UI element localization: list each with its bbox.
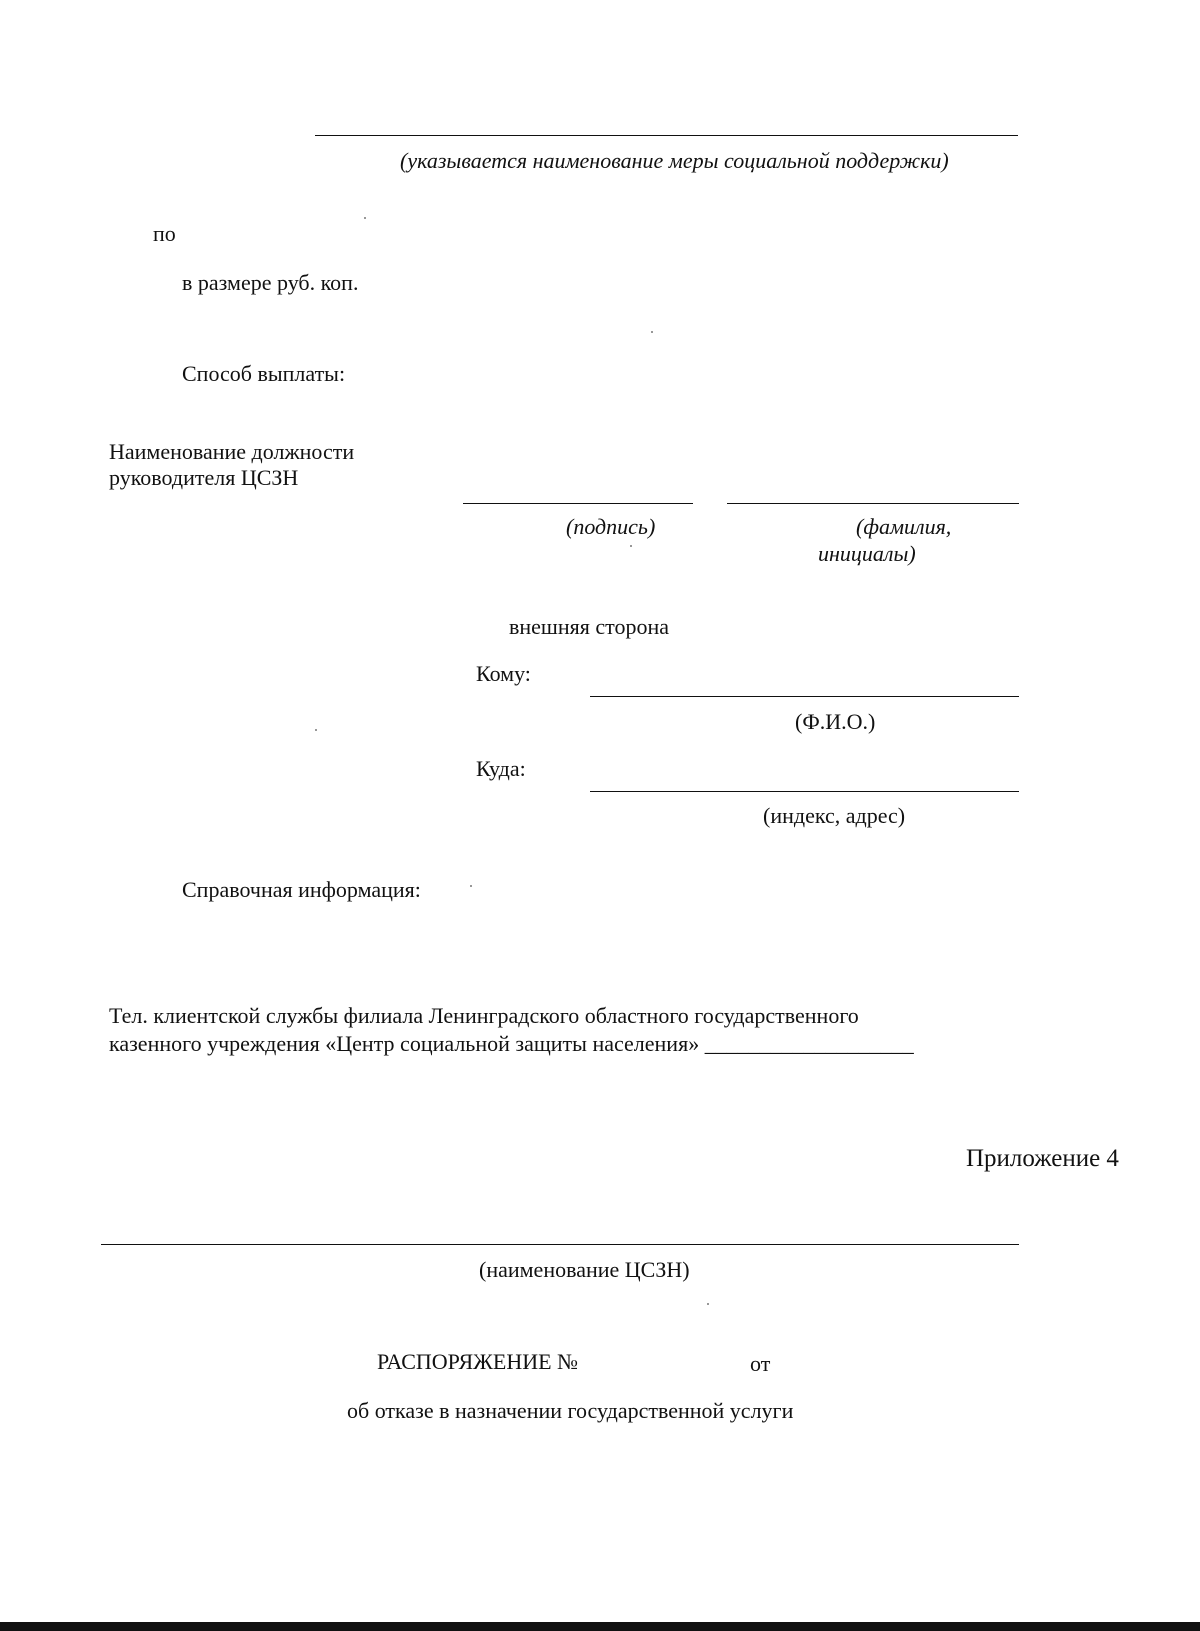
address-caption: (индекс, адрес) (763, 803, 906, 828)
name-caption-line1: (фамилия, (856, 514, 952, 539)
scan-speck (707, 1303, 709, 1305)
name-caption-line2: инициалы) (818, 541, 916, 566)
po-text: по (153, 221, 176, 246)
org-name-line (101, 1244, 1019, 1245)
org-caption: (наименование ЦСЗН) (479, 1257, 690, 1282)
measure-name-line (315, 135, 1018, 136)
signature-line (463, 503, 693, 504)
scan-speck (364, 217, 366, 219)
position-title-line1: Наименование должности (109, 439, 355, 464)
scan-speck (630, 545, 632, 547)
where-label: Куда: (476, 756, 526, 781)
scan-speck (315, 729, 317, 731)
reference-info-label: Справочная информация: (182, 877, 421, 902)
position-title-line2: руководителя ЦСЗН (109, 465, 299, 490)
measure-caption: (указывается наименование меры социальной поддержки) (400, 148, 949, 173)
to-label: Кому: (476, 661, 531, 686)
phone-info-line1: Тел. клиентской службы филиала Ленинградского областного государственного (109, 1003, 859, 1028)
scan-speck (651, 331, 653, 333)
recipient-caption: (Ф.И.О.) (795, 709, 876, 734)
signature-caption: (подпись) (566, 514, 656, 539)
appendix-title: Приложение 4 (966, 1145, 1119, 1172)
recipient-name-line (590, 696, 1019, 697)
payment-method-label: Способ выплаты: (182, 361, 346, 386)
phone-info-line2: казенного учреждения «Центр социальной защиты населения» ___________________ (109, 1031, 914, 1056)
order-label: РАСПОРЯЖЕНИЕ № (377, 1349, 579, 1374)
order-from-label: от (750, 1351, 771, 1376)
amount-text: в размере руб. коп. (182, 270, 359, 295)
scan-speck (470, 885, 472, 887)
name-initials-line (727, 503, 1019, 504)
scan-bottom-edge (0, 1622, 1200, 1631)
address-line (590, 791, 1019, 792)
order-subject: об отказе в назначении государственной услуги (347, 1398, 794, 1423)
outer-side-label: внешняя сторона (509, 614, 670, 639)
